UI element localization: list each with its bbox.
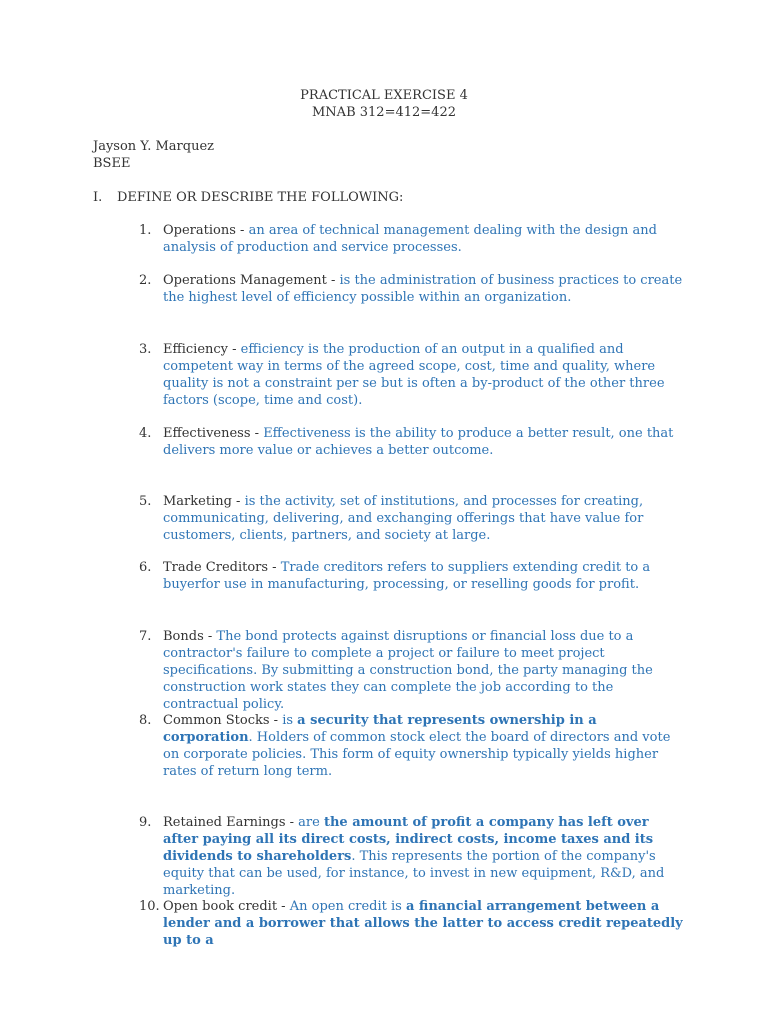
course-code: MNAB 312=412=422: [312, 105, 456, 120]
list-item: [139, 222, 684, 256]
item-definition-emphasis: the amount of profit a company has left over after paying all its direct costs, indirect costs, income taxes and its dividends to shareholders: [163, 815, 654, 864]
item-term: Effectiveness -: [163, 426, 264, 441]
item-number: 1.: [139, 223, 152, 238]
item-term: Marketing -: [163, 494, 245, 509]
item-number: 6.: [139, 560, 152, 575]
item-body: [163, 425, 684, 459]
item-body: [163, 628, 684, 713]
item-number: 8.: [139, 713, 152, 728]
item-body: [163, 341, 684, 409]
item-definition: is the activity, set of institutions, and processes for creating, communicating, delivering, and exchanging offerings that have value for customers, clients, partners, and society at large.: [163, 494, 644, 543]
student-program: BSEE: [93, 156, 131, 171]
item-definition: efficiency is the production of an output in a qualified and competent way in terms of the agreed scope, cost, time and quality, where quality is not a constraint per se but is often a by-product of the other three factors (scope, time and cost).: [163, 342, 665, 408]
item-term: Bonds -: [163, 629, 217, 644]
item-definition: . Holders of common stock elect the board of directors and vote on corporate policies. This form of equity ownership typically yields higher rates of return long term.: [163, 730, 671, 779]
item-body: [163, 898, 684, 949]
item-body: [163, 814, 684, 899]
item-definition: is the administration of business practices to create the highest level of efficiency possible within an organization.: [163, 273, 683, 305]
section-number: I.: [93, 190, 103, 205]
item-body: [163, 712, 684, 780]
item-body: [163, 559, 684, 593]
section-heading: [93, 190, 403, 206]
list-item: [139, 272, 684, 306]
item-definition: are: [298, 815, 324, 830]
item-body: [163, 272, 684, 306]
item-definition-emphasis: a financial arrangement between a lender and a borrower that allows the latter to access credit repeatedly up to a: [163, 899, 683, 948]
item-term: Trade Creditors -: [163, 560, 281, 575]
item-term: Operations -: [163, 223, 249, 238]
item-term: Operations Management -: [163, 273, 340, 288]
list-item: [139, 493, 684, 544]
item-definition-emphasis: a security that represents ownership in a corporation: [163, 713, 597, 745]
list-item: [139, 425, 684, 459]
list-item: [139, 559, 684, 593]
list-item: [139, 341, 684, 409]
item-term: Efficiency -: [163, 342, 241, 357]
item-body: [163, 493, 684, 544]
item-number: 3.: [139, 342, 152, 357]
section-title: DEFINE OR DESCRIBE THE FOLLOWING:: [117, 190, 404, 205]
item-definition: Trade creditors refers to suppliers extending credit to a buyerfor use in manufacturing, processing, or reselling goods for profit.: [163, 560, 651, 592]
item-term: Open book credit -: [163, 899, 290, 914]
list-item: [139, 712, 684, 780]
item-body: [163, 222, 684, 256]
item-number: 9.: [139, 815, 152, 830]
item-number: 10.: [139, 899, 160, 914]
item-number: 4.: [139, 426, 152, 441]
item-term: Common Stocks -: [163, 713, 283, 728]
list-item: [139, 898, 684, 949]
list-item: [139, 628, 684, 713]
item-term: Retained Earnings -: [163, 815, 299, 830]
item-definition: an area of technical management dealing with the design and analysis of production and service processes.: [163, 223, 657, 255]
student-name: Jayson Y. Marquez: [93, 139, 214, 154]
item-definition: The bond protects against disruptions or financial loss due to a contractor's failure to complete a project or failure to meet project specifications. By submitting a construction bond, the party managing the construction work states they can complete the job according to the contractual policy.: [163, 629, 653, 712]
item-definition: is: [282, 713, 298, 728]
item-definition: . This represents the portion of the company's equity that can be used, for instance, to invest in new equipment, R&D, and marketing.: [163, 849, 665, 898]
document-title: PRACTICAL EXERCISE 4: [300, 88, 468, 103]
item-definition: An open credit is: [289, 899, 406, 914]
item-number: 7.: [139, 629, 152, 644]
item-number: 5.: [139, 494, 152, 509]
item-definition: Effectiveness is the ability to produce a better result, one that delivers more value or achieves a better outcome.: [163, 426, 674, 458]
item-number: 2.: [139, 273, 152, 288]
list-item: [139, 814, 684, 899]
